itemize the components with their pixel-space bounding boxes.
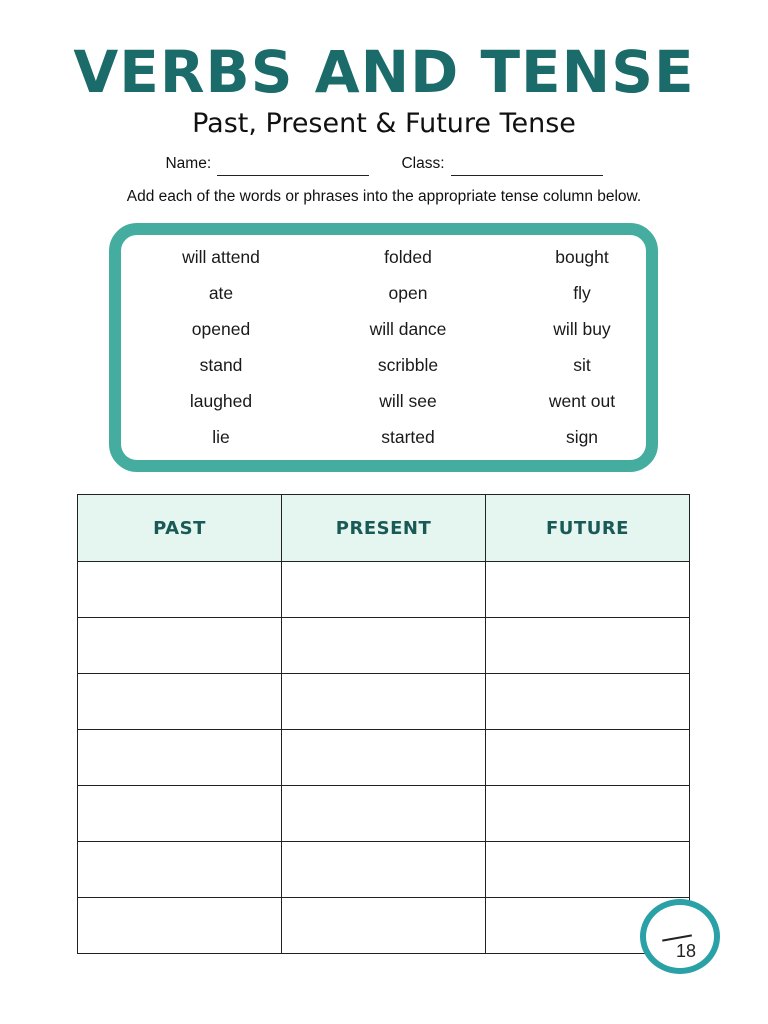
blank-cell-present[interactable] [282,842,486,898]
word-bank-item: went out [548,391,616,411]
word-bank-item: open [388,283,428,303]
blank-cell-present[interactable] [282,562,486,618]
blank-cell-past[interactable] [78,898,282,954]
student-info [0,152,768,176]
table-row [78,898,690,954]
instructions-text: Add each of the words or phrases into the appropriate tense column below. [126,188,642,205]
class-label: Class: [401,155,445,172]
word-bank-item: will dance [369,319,447,339]
blank-cell-present[interactable] [282,786,486,842]
blank-cell-present[interactable] [282,898,486,954]
table-header-row [78,495,690,562]
word-bank-item: lie [212,427,230,447]
table-row [78,562,690,618]
word-bank-item: will see [379,391,437,411]
blank-cell-past[interactable] [78,786,282,842]
word-bank-item: scribble [377,355,439,375]
header-past: PAST [78,495,282,562]
name-field [165,152,369,176]
table-row [78,842,690,898]
class-field [401,152,602,176]
blank-cell-past[interactable] [78,618,282,674]
word-bank-item: fly [573,283,591,303]
tense-table [77,494,690,954]
header-present: PRESENT [282,495,486,562]
table-row [78,730,690,786]
blank-cell-future[interactable] [486,842,690,898]
blank-cell-past[interactable] [78,674,282,730]
page-subtitle: Past, Present & Future Tense [192,108,576,139]
word-bank-item: will attend [182,247,260,267]
blank-cell-future[interactable] [486,786,690,842]
blank-cell-past[interactable] [78,730,282,786]
word-bank-item: started [381,427,435,447]
name-label: Name: [165,155,212,172]
blank-cell-present[interactable] [282,618,486,674]
page-number: 18 [676,941,697,961]
word-bank-item: will buy [553,319,611,339]
blank-cell-present[interactable] [282,674,486,730]
word-bank-item: bought [555,247,609,267]
blank-cell-future[interactable] [486,562,690,618]
word-bank-item: folded [384,247,432,267]
blank-cell-future[interactable] [486,730,690,786]
blank-cell-future[interactable] [486,618,690,674]
blank-cell-present[interactable] [282,730,486,786]
word-bank-item: stand [199,355,243,375]
word-bank-item: sit [573,355,591,375]
name-blank-line[interactable] [217,159,369,176]
blank-cell-past[interactable] [78,562,282,618]
page-number-badge [640,899,720,974]
word-bank-item: opened [191,319,251,339]
blank-cell-past[interactable] [78,842,282,898]
header-future: FUTURE [486,495,690,562]
blank-cell-future[interactable] [486,674,690,730]
word-bank-grid [121,247,646,463]
word-bank-item: laughed [189,391,253,411]
table-row [78,674,690,730]
table-row [78,786,690,842]
table-body [78,562,690,954]
word-bank-box [109,223,658,472]
word-bank-item: sign [565,427,599,447]
page-title: VERBS AND TENSE [73,38,695,106]
word-bank-item: ate [208,283,234,303]
class-blank-line[interactable] [451,159,603,176]
table-row [78,618,690,674]
